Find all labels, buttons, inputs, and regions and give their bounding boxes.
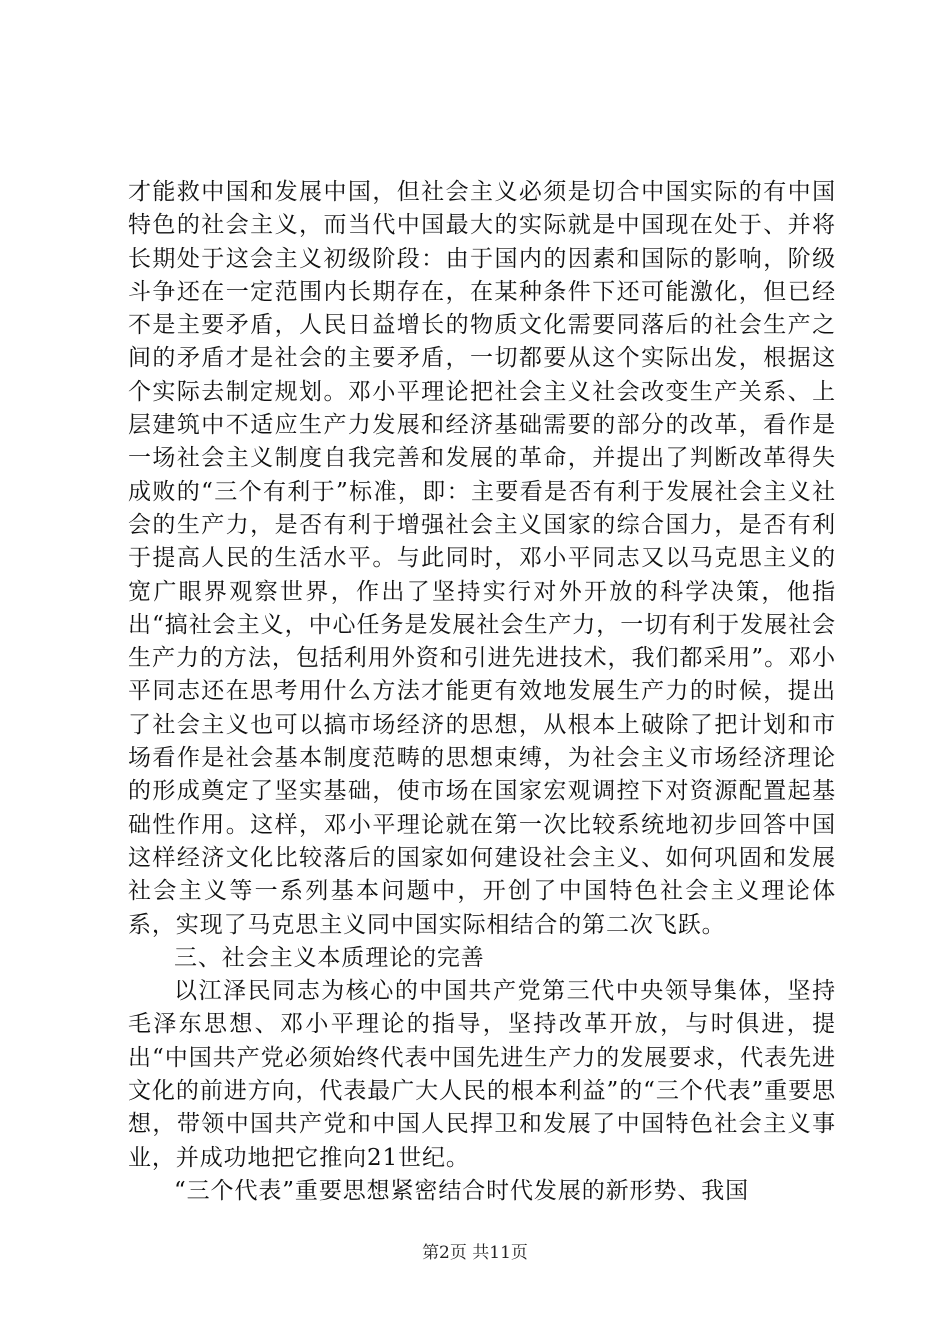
page-footer: 第2页 共11页 xyxy=(422,1243,528,1263)
paragraph-2: 以江泽民同志为核心的中国共产党第三代中央领导集体，坚持毛泽东思想、邓小平理论的指导，坚持改革开放，与时俱进，提出“中国共产党必须始终代表中国先进生产力的发展要求，代表先进文化的前进方向，代表最广大人民的根本利益”的“三个代表”重要思想，带领中国共产党和中国人民捍卫和发展了中国特色社会主义事业，并成功地把它推向21世纪。 xyxy=(128,978,836,1171)
paragraph-1: 才能救中国和发展中国，但社会主义必须是切合中国实际的有中国特色的社会主义，而当代中国最大的实际就是中国现在处于、并将长期处于这会主义初级阶段：由于国内的因素和国际的影响，阶级斗争还在一定范围内长期存在，在某种条件下还可能激化，但已经不是主要矛盾，人民日益增长的物质文化需要同落后的社会生产之间的矛盾才是社会的主要矛盾，一切都要从这个实际出发，根据这个实际去制定规划。邓小平理论把社会主义社会改变生产关系、上层建筑中不适应生产力发展和经济基础需要的部分的改革，看作是一场社会主义制度自我完善和发展的革命，并提出了判断改革得失成败的“三个有利于”标准，即：主要看是否有利于发展社会主义社会的生产力，是否有利于增强社会主义国家的综合国力，是否有利于提高人民的生活水平。与此同时，邓小平同志又以马克思主义的宽广眼界观察世界，作出了坚持实行对外开放的科学决策，他指出“搞社会主义，中心任务是发展社会生产力，一切有利于发展社会生产力的方法，包括利用外资和引进先进技术，我们都采用”。邓小平同志还在思考用什么方法才能更有效地发展生产力的时候，提出了社会主义也可以搞市场经济的思想，从根本上破除了把计划和市场看作是社会基本制度范畴的思想束缚，为社会主义市场经济理论的形成奠定了坚实基础，使市场在国家宏观调控下对资源配置起基础性作用。这样，邓小平理论就在第一次比较系统地初步回答中国这样经济文化比较落后的国家如何建设社会主义、如何巩固和发展社会主义等一系列基本问题中，开创了中国特色社会主义理论体系，实现了马克思主义同中国实际相结合的第二次飞跃。 xyxy=(128,179,836,938)
paragraph-3: “三个代表”重要思想紧密结合时代发展的新形势、我国 xyxy=(174,1177,750,1204)
body-text xyxy=(128,176,836,1208)
section-heading-3: 三、社会主义本质理论的完善 xyxy=(174,944,485,971)
